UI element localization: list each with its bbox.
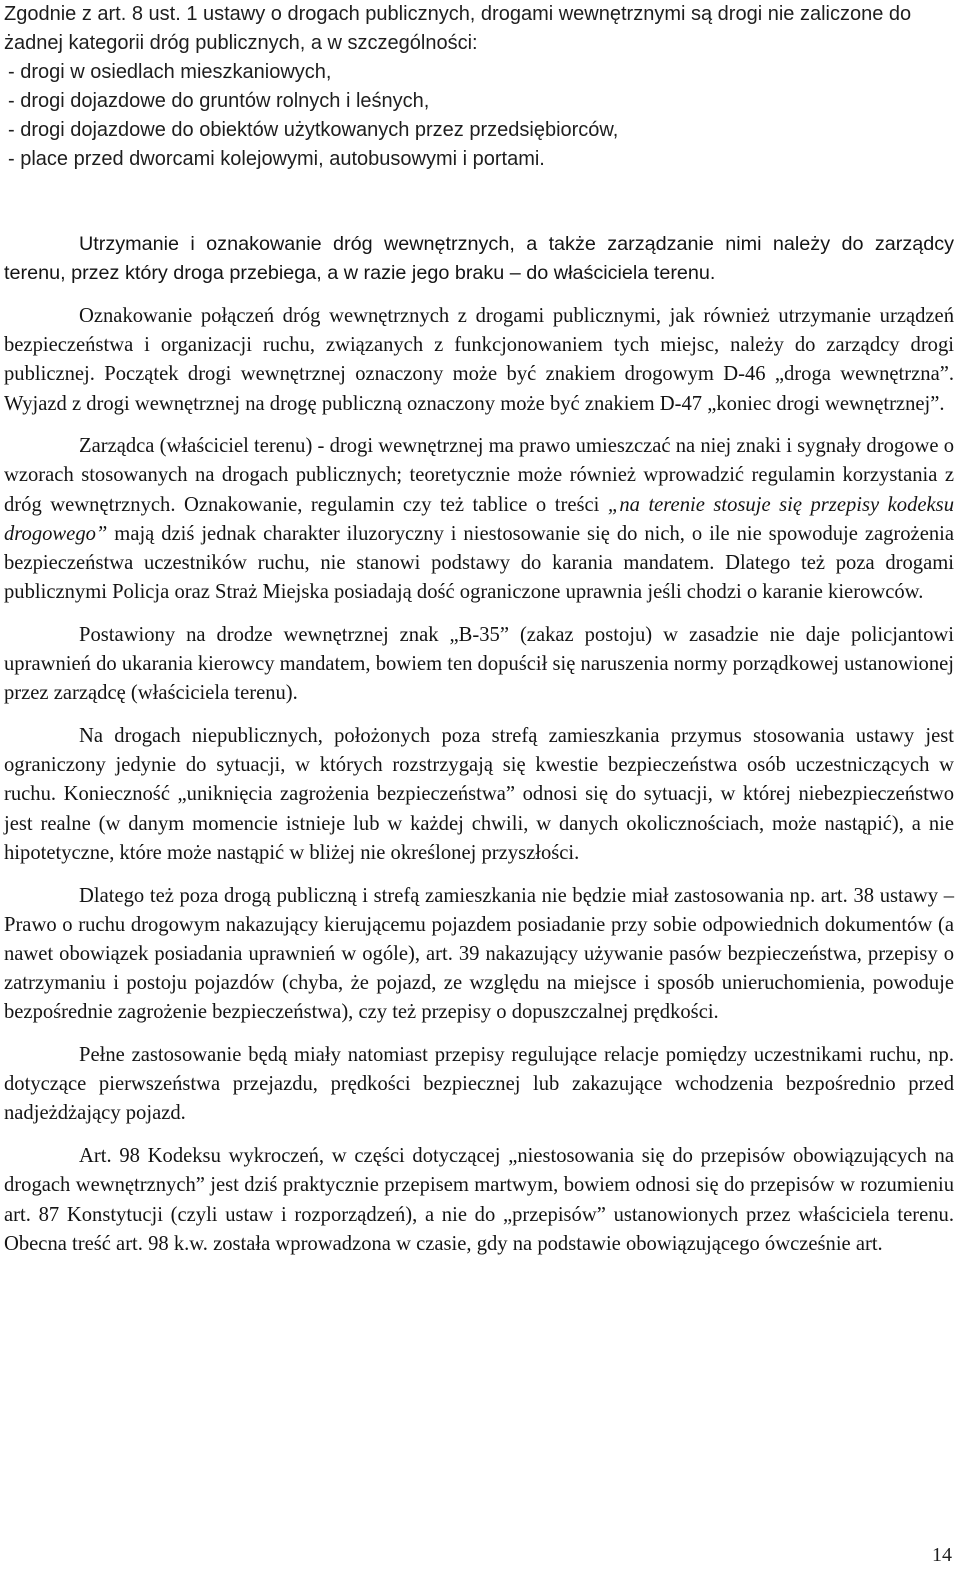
body-text	[4, 230, 954, 1273]
intro-list-item: - place przed dworcami kolejowymi, autobusowymi i portami.	[8, 148, 545, 170]
intro-list-item: - drogi dojazdowe do obiektów użytkowanych przez przedsiębiorców,	[8, 119, 619, 141]
page-number: 14	[932, 1544, 952, 1566]
paragraph-applicable-rules: Pełne zastosowanie będą miały natomiast przepisy regulujące relacje pomiędzy uczestnikami ruchu, np. dotyczące pierwszeństwa przejazdu, prędkości bezpiecznej lub zakazujące wchodzenia bezpośrednio przed nadjeżdżający pojazd.	[4, 1044, 954, 1125]
paragraph-road-manager-text-2: mają dziś jednak charakter iluzoryczny i niestosowanie się do nich, o ile nie spowoduje zagrożenia bezpieczeństwa uczestników ruchu, nie stanowi podstawy do karania mandatem. Dlatego też poza drogami publicznymi Policja oraz Straż Miejska posiadają dość ograniczone uprawnia jeśli chodzi o karanie kierowców.	[4, 522, 954, 604]
intro-list-item: - drogi w osiedlach mieszkaniowych,	[8, 61, 332, 83]
paragraph-article-98: Art. 98 Kodeksu wykroczeń, w części dotyczącej „niestosowania się do przepisów obowiązujących na drogach wewnętrznych” jest dziś praktycznie przepisem martwym, bowiem odnosi się do przepisów w rozumieniu art. 87 Konstytucji (czyli ustaw i rozporządzeń), a nie do „przepisów” ustanowionych przez właściciela terenu. Obecna treść art. 98 k.w. została wprowadzona w czasie, gdy na podstawie obowiązującego ówcześnie art.	[4, 1145, 954, 1255]
intro-list-item: - drogi dojazdowe do gruntów rolnych i leśnych,	[8, 90, 430, 112]
paragraph-inapplicable-rules: Dlatego też poza drogą publiczną i strefą zamieszkania nie będzie miał zastosowania np. art. 38 ustawy – Prawo o ruchu drogowym nakazujący kierującemu pojazdem posiadanie przy sobie odpowiednich dokumentów (a nawet obowiązek posiadania uprawnień w ogóle), art. 39 nakazujący używanie pasów bezpieczeństwa, przepisy o zatrzymaniu i postoju pojazdów (chyba, że pojazd, ze względu na miejsce i sposób unieruchomienia, powoduje bezpośrednie zagrożenie bezpieczeństwa), czy też przepisy o dopuszczalnej prędkości.	[4, 884, 954, 1024]
paragraph-maintenance: Utrzymanie i oznakowanie dróg wewnętrznych, a także zarządzanie nimi należy do zarządcy terenu, przez który droga przebiega, a w razie jego braku – do właściciela terenu.	[4, 233, 954, 285]
paragraph-b35-sign: Postawiony na drodze wewnętrznej znak „B-35” (zakaz postoju) w zasadzie nie daje policjantowi uprawnień do ukarania kierowcy mandatem, bowiem ten dopuścił się naruszenia normy porządkowej ustanowionej przez zarządcę (właściciela terenu).	[4, 623, 954, 705]
intro-section	[4, 0, 954, 174]
paragraph-non-public-roads: Na drogach niepublicznych, położonych poza strefą zamieszkania przymus stosowania ustawy jest ograniczony jedynie do sytuacji, w których rozstrzygają się kwestie bezpieczeństwa osób uczestniczących w ruchu. Konieczność „uniknięcia zagrożenia bezpieczeństwa” odnosi się do sytuacji, w której niebezpieczeństwo jest realne (w danym momencie istnieje lub w każdej chwili, w danych okolicznościach, może nastąpić), a nie hipotetyczne, które może nastąpić w bliżej nie określonej przyszłości.	[4, 725, 954, 864]
intro-sentence: Zgodnie z art. 8 ust. 1 ustawy o drogach publicznych, drogami wewnętrznymi są drogi nie zaliczone do żadnej kategorii dróg publicznych, a w szczególności:	[4, 3, 912, 54]
paragraph-road-manager	[4, 432, 954, 607]
paragraph-road-manager-text-1: Zarządca (właściciel terenu) - drogi wewnętrznej ma prawo umieszczać na niej znaki i sygnały drogowe o wzorach stosowanych na drogach publicznych; teoretycznie może również wprowadzić regulamin korzystania z dróg wewnętrznych. Oznakowanie, regulamin czy też tablice o treści	[4, 435, 954, 516]
paragraph-signage: Oznakowanie połączeń dróg wewnętrznych z drogami publicznymi, jak również utrzymanie urządzeń bezpieczeństwa i organizacji ruchu, związanych z funkcjonowaniem tych miejsc, należy do zarządcy drogi publicznej. Początek drogi wewnętrznej oznaczony może być znakiem drogowym D-46 „droga wewnętrzna”. Wyjazd z drogi wewnętrznej na drogę publiczną oznaczony może być znakiem D-47 „koniec drogi wewnętrznej”.	[4, 304, 954, 415]
quoted-sign-text: „na terenie stosuje się przepisy kodeksu drogowego”	[4, 493, 954, 545]
